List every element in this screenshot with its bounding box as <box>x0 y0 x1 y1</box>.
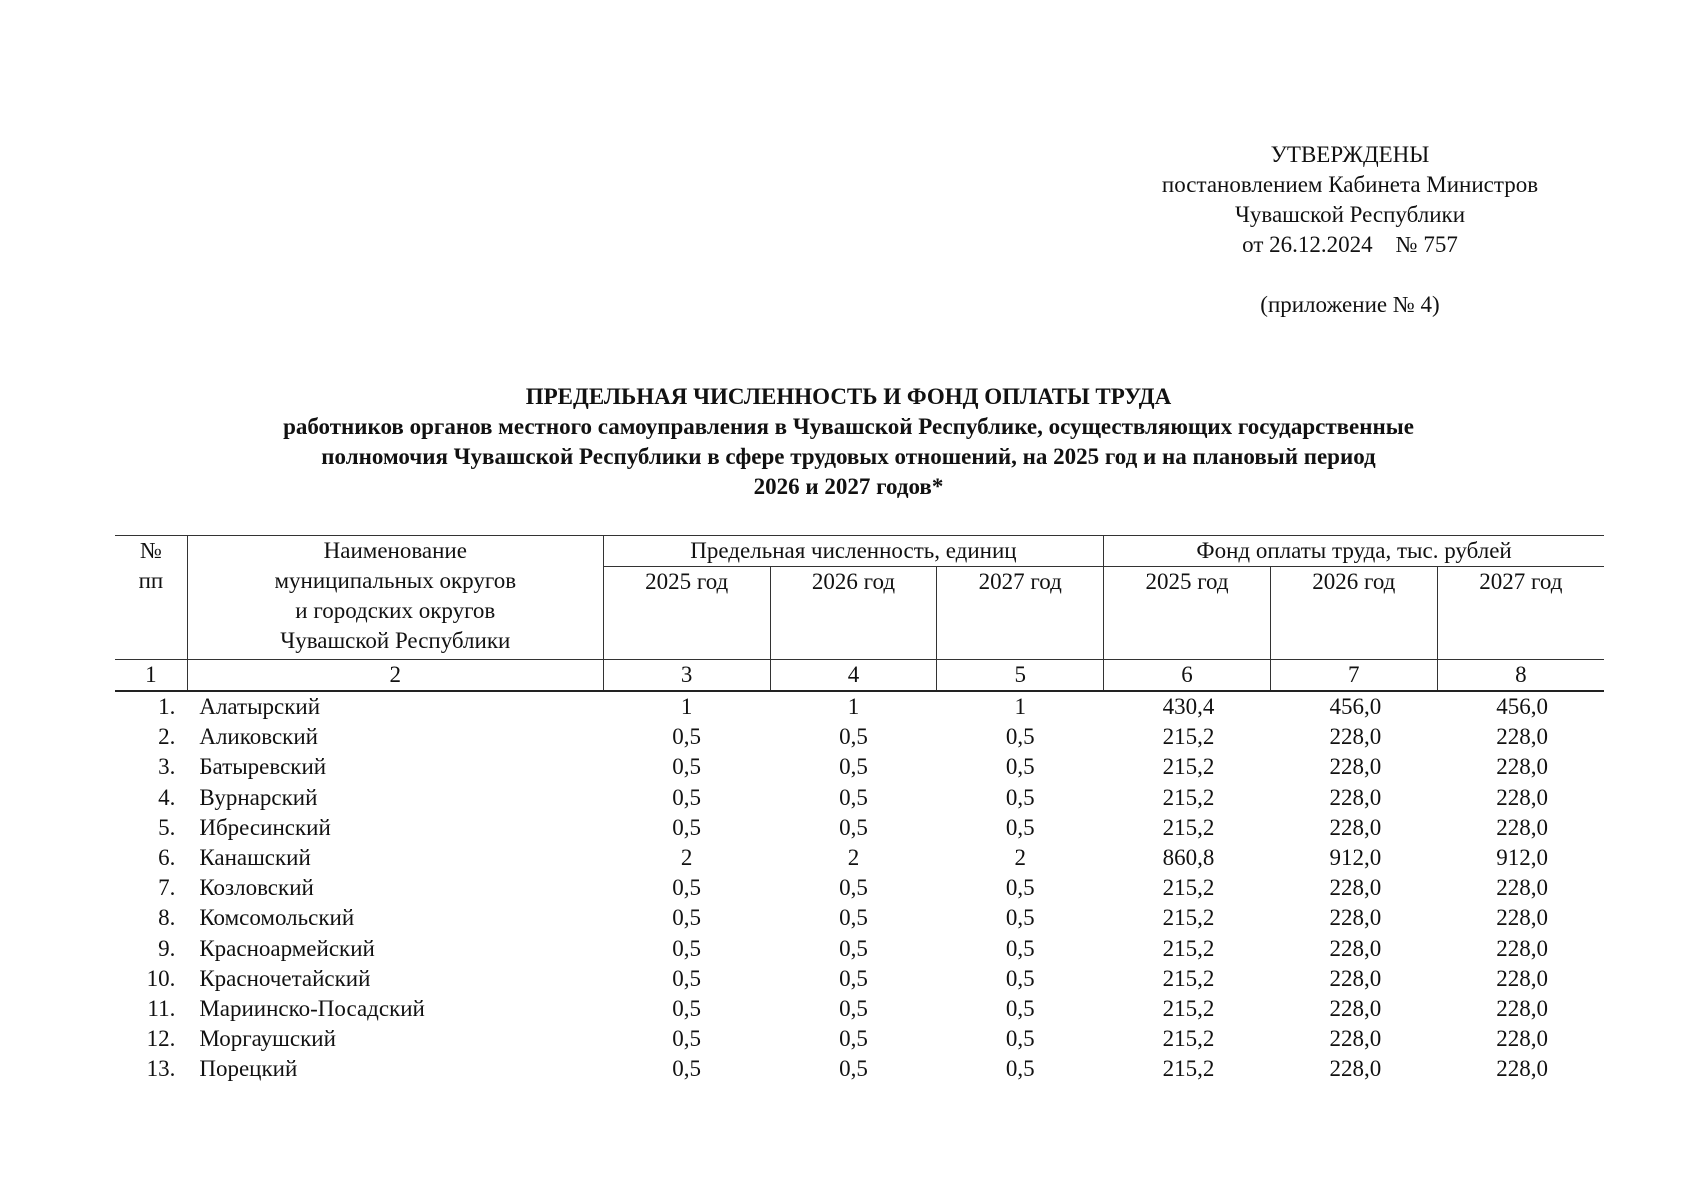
headcount-2025: 0,5 <box>672 784 702 810</box>
row-number: 4. <box>158 784 176 810</box>
fund-2026: 228,0 <box>1329 965 1382 991</box>
district-name: Канашский <box>199 845 311 871</box>
title-subheading-1: работников органов местного самоуправления в Чувашской Республике, осуществляющих государственные <box>283 414 1414 439</box>
headcount-2027: 0,5 <box>1005 875 1035 901</box>
fund-2026: 456,0 <box>1329 694 1382 720</box>
headcount-2026: 0,5 <box>839 724 868 750</box>
fund-2027: 228,0 <box>1496 875 1548 901</box>
table-row <box>115 691 1604 722</box>
district-name: Козловский <box>199 875 314 901</box>
fund-2025: 215,2 <box>1162 784 1215 810</box>
headcount-2026: 0,5 <box>839 814 868 840</box>
district-name: Батыревский <box>199 754 327 780</box>
headcount-2026: 0,5 <box>839 1026 868 1052</box>
approval-date-number: от 26.12.2024 № 757 <box>1242 232 1458 257</box>
fund-2027: 228,0 <box>1496 995 1548 1021</box>
headcount-2027: 1 <box>1014 694 1026 720</box>
fund-2026: 228,0 <box>1329 784 1382 810</box>
district-name: Красноармейский <box>199 935 375 961</box>
fund-2026: 228,0 <box>1329 905 1382 931</box>
row-number: 3. <box>158 754 176 780</box>
table-row <box>115 903 1604 933</box>
fund-2025: 215,2 <box>1162 875 1215 901</box>
headcount-2025: 0,5 <box>672 1056 702 1082</box>
headcount-2026: 0,5 <box>839 1056 868 1082</box>
fund-2027: 228,0 <box>1496 754 1548 780</box>
column-number: 1 <box>115 660 187 692</box>
fund-2027: 228,0 <box>1496 1056 1548 1082</box>
headcount-2027: 0,5 <box>1005 935 1035 961</box>
headcount-2025: 0,5 <box>672 814 702 840</box>
district-name: Комсомольский <box>199 905 355 931</box>
headcount-2026: 0,5 <box>839 995 868 1021</box>
row-number: 1. <box>158 694 176 720</box>
table-row <box>115 934 1604 964</box>
title-subheading-3: 2026 и 2027 годов* <box>753 474 944 499</box>
table-body <box>115 691 1604 1084</box>
table-row <box>115 994 1604 1024</box>
row-number: 5. <box>158 814 176 840</box>
fund-2027: 228,0 <box>1496 965 1548 991</box>
headcount-2025: 0,5 <box>672 724 702 750</box>
headcount-2026: 0,5 <box>839 875 868 901</box>
header-year: 2027 год <box>1437 567 1604 660</box>
fund-2026: 912,0 <box>1329 845 1382 871</box>
fund-2025: 215,2 <box>1162 965 1215 991</box>
fund-2026: 228,0 <box>1329 724 1382 750</box>
header-year: 2026 год <box>770 567 937 660</box>
fund-2025: 215,2 <box>1162 724 1215 750</box>
headcount-2026: 2 <box>847 845 860 871</box>
column-number: 5 <box>937 660 1104 692</box>
header-year: 2026 год <box>1270 567 1437 660</box>
headcount-2025: 0,5 <box>672 754 702 780</box>
headcount-2025: 1 <box>680 694 693 720</box>
approval-block <box>1120 140 1580 320</box>
headcount-2027: 0,5 <box>1005 814 1035 840</box>
row-number: 7. <box>158 875 176 901</box>
headcount-2026: 0,5 <box>839 965 868 991</box>
fund-2026: 228,0 <box>1329 995 1382 1021</box>
headcount-2025: 2 <box>680 845 693 871</box>
fund-2025: 860,8 <box>1162 845 1215 871</box>
headcount-2026: 0,5 <box>839 784 868 810</box>
table-row <box>115 752 1604 782</box>
approval-republic: Чувашской Республики <box>1234 202 1466 227</box>
row-number: 12. <box>146 1026 176 1052</box>
row-number: 8. <box>158 905 176 931</box>
fund-2027: 228,0 <box>1496 935 1548 961</box>
row-number: 10. <box>146 965 176 991</box>
table-row <box>115 1024 1604 1054</box>
fund-2025: 215,2 <box>1162 1056 1215 1082</box>
headcount-2026: 0,5 <box>839 905 868 931</box>
district-name: Моргаушский <box>199 1026 336 1052</box>
district-name: Ибресинский <box>199 814 331 840</box>
row-number: 6. <box>158 845 176 871</box>
column-number: 2 <box>187 660 603 692</box>
fund-2027: 228,0 <box>1496 784 1548 810</box>
fund-2026: 228,0 <box>1329 1026 1382 1052</box>
headcount-2027: 0,5 <box>1005 754 1035 780</box>
header-year: 2025 год <box>603 567 770 660</box>
column-number: 6 <box>1104 660 1271 692</box>
fund-2025: 215,2 <box>1162 814 1215 840</box>
fund-2026: 228,0 <box>1329 935 1382 961</box>
headcount-2025: 0,5 <box>672 905 702 931</box>
fund-2027: 456,0 <box>1496 694 1548 720</box>
row-number: 9. <box>158 935 176 961</box>
table-row <box>115 873 1604 903</box>
district-name: Мариинско-Посадский <box>199 995 425 1021</box>
fund-2025: 215,2 <box>1162 995 1215 1021</box>
district-name: Алатырский <box>199 694 321 720</box>
fund-2025: 215,2 <box>1162 905 1215 931</box>
headcount-2025: 0,5 <box>672 1026 702 1052</box>
header-name: Наименование муниципальных округов и городских округов Чувашской Республики <box>187 536 603 660</box>
headcount-2027: 0,5 <box>1005 724 1035 750</box>
fund-2025: 215,2 <box>1162 1026 1215 1052</box>
document-title <box>150 382 1547 502</box>
header-year: 2027 год <box>937 567 1104 660</box>
headcount-2026: 0,5 <box>839 935 868 961</box>
row-number: 2. <box>158 724 176 750</box>
headcount-2026: 1 <box>847 694 860 720</box>
title-heading: ПРЕДЕЛЬНАЯ ЧИСЛЕННОСТЬ И ФОНД ОПЛАТЫ ТРУДА <box>525 384 1172 409</box>
headcount-2027: 2 <box>1014 845 1026 871</box>
fund-2025: 215,2 <box>1162 754 1215 780</box>
headcount-2027: 0,5 <box>1005 1056 1035 1082</box>
table-row <box>115 722 1604 752</box>
annex-label: (приложение № 4) <box>1260 292 1440 317</box>
limits-table <box>115 535 1604 1084</box>
header-fund-group: Фонд оплаты труда, тыс. рублей <box>1104 536 1604 567</box>
district-name: Красночетайский <box>199 965 371 991</box>
column-number: 8 <box>1437 660 1604 692</box>
headcount-2025: 0,5 <box>672 995 702 1021</box>
row-number: 13. <box>146 1056 176 1082</box>
header-number: № пп <box>115 536 187 660</box>
header-year: 2025 год <box>1104 567 1271 660</box>
table-row <box>115 843 1604 873</box>
column-number: 4 <box>770 660 937 692</box>
fund-2026: 228,0 <box>1329 1056 1382 1082</box>
fund-2027: 228,0 <box>1496 1026 1548 1052</box>
headcount-2027: 0,5 <box>1005 965 1035 991</box>
title-subheading-2: полномочия Чувашской Республики в сфере трудовых отношений, на 2025 год и на плановый период <box>321 444 1376 469</box>
fund-2026: 228,0 <box>1329 754 1382 780</box>
approval-authority: постановлением Кабинета Министров <box>1161 172 1539 197</box>
headcount-2027: 0,5 <box>1005 1026 1035 1052</box>
fund-2026: 228,0 <box>1329 814 1382 840</box>
column-number: 3 <box>603 660 770 692</box>
table-row <box>115 783 1604 813</box>
fund-2027: 228,0 <box>1496 724 1548 750</box>
fund-2025: 430,4 <box>1162 694 1215 720</box>
fund-2027: 228,0 <box>1496 814 1548 840</box>
district-name: Вурнарский <box>199 784 318 810</box>
district-name: Аликовский <box>199 724 318 750</box>
table-row <box>115 964 1604 994</box>
row-number: 11. <box>147 995 176 1021</box>
column-number: 7 <box>1270 660 1437 692</box>
headcount-2025: 0,5 <box>672 965 702 991</box>
fund-2026: 228,0 <box>1329 875 1382 901</box>
table-row <box>115 813 1604 843</box>
headcount-2025: 0,5 <box>672 935 702 961</box>
headcount-2026: 0,5 <box>839 754 868 780</box>
headcount-2027: 0,5 <box>1005 784 1035 810</box>
header-headcount-group: Предельная численность, единиц <box>603 536 1103 567</box>
district-name: Порецкий <box>199 1056 298 1082</box>
fund-2025: 215,2 <box>1162 935 1215 961</box>
headcount-2025: 0,5 <box>672 875 702 901</box>
table-row <box>115 1054 1604 1084</box>
fund-2027: 228,0 <box>1496 905 1548 931</box>
headcount-2027: 0,5 <box>1005 905 1035 931</box>
fund-2027: 912,0 <box>1496 845 1548 871</box>
headcount-2027: 0,5 <box>1005 995 1035 1021</box>
approval-title: УТВЕРЖДЕНЫ <box>1270 142 1430 167</box>
